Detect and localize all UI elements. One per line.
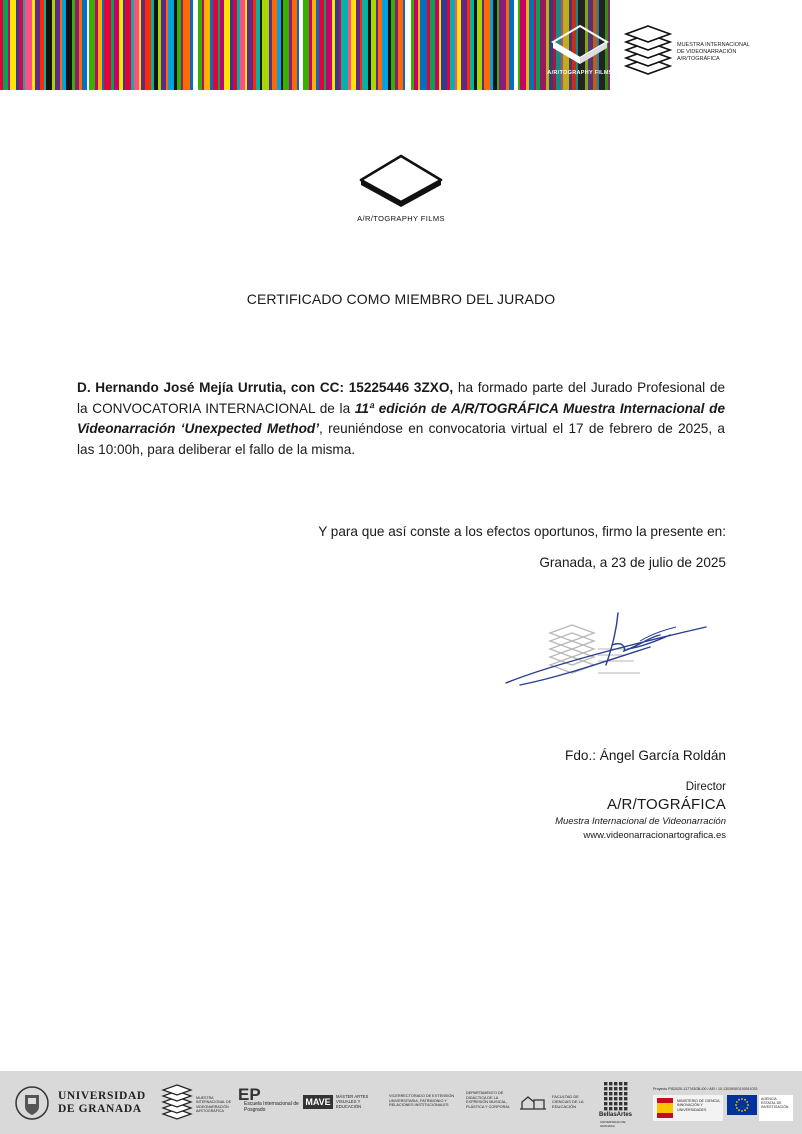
eu-star <box>736 1107 738 1109</box>
rainbow-stripe <box>388 0 391 90</box>
grid-dot <box>624 1082 627 1085</box>
rainbow-stripe <box>131 0 134 90</box>
director-organization: A/R/TOGRÁFICA <box>606 796 726 813</box>
recipient-name: D. Hernando José Mejía Urrutia, con CC: 15225446 3ZXO, <box>77 380 454 395</box>
rainbow-stripe <box>281 0 283 90</box>
rainbow-stripe <box>326 0 332 90</box>
rainbow-stripe <box>104 0 111 90</box>
rainbow-stripe <box>3 0 8 90</box>
rainbow-stripe <box>497 0 499 90</box>
rainbow-stripe <box>98 0 102 90</box>
films-logo-label: A/R/TOGRAPHY FILMS <box>547 70 613 76</box>
rainbow-stripe <box>40 0 44 90</box>
grid-dot <box>609 1082 612 1085</box>
closing-statement: Y para que así conste a los efectos oportunos, firmo la presente en: <box>318 524 726 539</box>
rainbow-stripe <box>427 0 430 90</box>
rainbow-stripe <box>224 0 230 90</box>
eu-star <box>747 1104 749 1106</box>
eu-star <box>736 1101 738 1103</box>
grid-dot <box>624 1092 627 1095</box>
rainbow-stripe <box>166 0 168 90</box>
vicerrectorado-text: VICERRECTORADO DE EXTENSIÓN UNIVERSITARIA, PATRIMONIO Y RELACIONES INSTITUCIONALES <box>389 1094 455 1108</box>
rainbow-stripe <box>46 0 52 90</box>
bellas-artes-grid-icon <box>603 1081 629 1111</box>
faculty-text: FACULTAD DE CIENCIAS DE LA EDUCACIÓN <box>552 1094 584 1109</box>
grid-dot <box>604 1092 607 1095</box>
rainbow-stripe <box>174 0 177 90</box>
spain-ministry-logo <box>653 1095 723 1121</box>
rainbow-stripe <box>230 0 233 90</box>
rainbow-stripe <box>23 0 25 90</box>
footer-stack-text: MUESTRA INTERNACIONAL DE VIDEONARRACIÓN A/R/TOGRÁFICA <box>196 1096 232 1114</box>
rainbow-stripe <box>474 0 477 90</box>
rainbow-stripe <box>312 0 316 90</box>
rainbow-stripe <box>102 0 104 90</box>
place-and-date: Granada, a 23 de julio de 2025 <box>539 555 726 570</box>
rainbow-stripe <box>297 0 299 90</box>
bellas-artes-name: BellasArtes <box>599 1112 633 1118</box>
rainbow-stripe <box>477 0 482 90</box>
rainbow-stripe <box>52 0 55 90</box>
grid-dot <box>614 1092 617 1095</box>
rainbow-stripe <box>455 0 457 90</box>
ugr-crest-icon <box>14 1085 50 1121</box>
rainbow-stripe <box>534 0 536 90</box>
rainbow-stripe <box>161 0 166 90</box>
grid-dot <box>604 1107 607 1110</box>
director-role: Director <box>685 781 726 793</box>
spain-flag-icon <box>655 1095 677 1121</box>
agency-logo: AGENCIA ESTATAL DE INVESTIGACIÓN <box>759 1095 793 1121</box>
rainbow-stripe <box>529 0 534 90</box>
rainbow-stripe <box>277 0 281 90</box>
rainbow-stripe <box>193 0 198 90</box>
rainbow-stripe <box>210 0 213 90</box>
rainbow-stripe <box>303 0 309 90</box>
grid-dot <box>624 1102 627 1105</box>
ep-logo-icon: EP <box>238 1085 261 1104</box>
eu-flag-icon <box>727 1095 757 1121</box>
sponsor-footer <box>0 1071 802 1134</box>
rainbow-stripe <box>435 0 439 90</box>
rainbow-stripe <box>348 0 351 90</box>
rainbow-stripe <box>484 0 490 90</box>
rainbow-stripe <box>514 0 518 90</box>
ugr-name-line: UNIVERSIDAD <box>58 1090 146 1102</box>
rainbow-stripe <box>316 0 319 90</box>
rainbow-stripe <box>260 0 262 90</box>
project-reference: Proyecto PID2020-117743GB-I00 / AEI / 10.13039/501100011033 <box>653 1087 758 1091</box>
grid-dot <box>609 1087 612 1090</box>
grid-dot <box>609 1092 612 1095</box>
grid-dot <box>609 1097 612 1100</box>
eu-star <box>738 1109 740 1111</box>
grid-dot <box>604 1102 607 1105</box>
grid-dot <box>624 1097 627 1100</box>
rainbow-stripe <box>376 0 378 90</box>
rainbow-stripe <box>60 0 62 90</box>
rainbow-stripe <box>405 0 411 90</box>
rainbow-stripe <box>0 0 3 90</box>
rainbow-stripe <box>283 0 289 90</box>
rainbow-stripe <box>253 0 256 90</box>
rainbow-stripe <box>499 0 506 90</box>
body-text-part: ha formado parte del Jurado Profesional de la CONVOCATORIA INTERNACIONAL de la <box>77 380 726 416</box>
director-event: Muestra Internacional de Videonarración <box>555 816 726 827</box>
certificate-body <box>77 378 725 460</box>
rainbow-stripe <box>204 0 210 90</box>
rainbow-stripe <box>82 0 87 90</box>
rainbow-stripe <box>299 0 303 90</box>
rainbow-stripe <box>154 0 158 90</box>
grid-dot <box>604 1097 607 1100</box>
rainbow-stripe <box>190 0 193 90</box>
rainbow-stripe <box>324 0 326 90</box>
rainbow-stripe <box>75 0 79 90</box>
rainbow-stripe <box>72 0 75 90</box>
rainbow-stripe <box>439 0 441 90</box>
rainbow-stripe <box>16 0 19 90</box>
rainbow-stripe <box>430 0 435 90</box>
rainbow-stripe <box>398 0 403 90</box>
spain-ministry-text: MINISTERIO DE CIENCIA, INNOVACIÓN Y UNIVERSIDADES <box>677 1099 721 1112</box>
rainbow-stripe <box>95 0 98 90</box>
rainbow-stripe <box>119 0 123 90</box>
grid-dot <box>619 1082 622 1085</box>
rainbow-stripe <box>145 0 151 90</box>
eu-star <box>744 1109 746 1111</box>
rainbow-stripe <box>141 0 145 90</box>
rainbow-stripe <box>35 0 40 90</box>
event-logo-text <box>677 42 797 63</box>
rainbow-stripe <box>269 0 272 90</box>
rainbow-stripe <box>123 0 125 90</box>
rainbow-stripe <box>87 0 89 90</box>
header-band <box>0 0 802 90</box>
rainbow-stripe <box>482 0 484 90</box>
event-logo-line: DE VIDEONARRACIÓN <box>677 49 737 55</box>
grid-dot <box>604 1082 607 1085</box>
rainbow-stripe <box>382 0 388 90</box>
rainbow-stripe <box>247 0 253 90</box>
rainbow-stripe <box>202 0 204 90</box>
ep-text: Escuela Internacional de Posgrado <box>244 1101 299 1113</box>
rainbow-stripe <box>256 0 260 90</box>
grid-dot <box>614 1082 617 1085</box>
rainbow-stripe <box>44 0 46 90</box>
eu-star <box>746 1107 748 1109</box>
rainbow-stripe <box>450 0 455 90</box>
eu-star <box>746 1101 748 1103</box>
rainbow-stripe <box>490 0 493 90</box>
eu-star <box>738 1099 740 1101</box>
rainbow-stripe <box>66 0 72 90</box>
rainbow-stripe <box>10 0 16 90</box>
edition-name: 11ª edición de A/R/TOGRÁFICA Muestra Internacional de Videonarración ‘Unexpected Method’ <box>77 400 726 437</box>
rainbow-stripe <box>351 0 356 90</box>
rainbow-stripe <box>341 0 348 90</box>
rainbow-stripe <box>292 0 297 90</box>
rainbow-stripe <box>518 0 520 90</box>
rainbow-stripe <box>114 0 119 90</box>
rainbow-stripe <box>125 0 131 90</box>
bellas-artes-sub: UNIVERSIDAD DE GRANADA <box>600 1120 626 1128</box>
rainbow-stripe <box>319 0 324 90</box>
certificate-title: CERTIFICADO COMO MIEMBRO DEL JURADO <box>246 291 556 307</box>
grid-dot <box>619 1092 622 1095</box>
event-logo-line: A/R/TOGRÁFICA <box>677 56 720 62</box>
rainbow-stripe <box>536 0 540 90</box>
rainbow-stripe <box>237 0 240 90</box>
rainbow-stripe <box>309 0 312 90</box>
rainbow-stripe <box>151 0 154 90</box>
rainbow-stripe <box>447 0 450 90</box>
eu-star <box>741 1098 743 1100</box>
rainbow-stripe <box>420 0 427 90</box>
rainbow-stripe <box>139 0 141 90</box>
grid-dot <box>624 1107 627 1110</box>
artography-films-logo-icon <box>355 152 447 208</box>
grid-dot <box>624 1087 627 1090</box>
rainbow-stripe <box>441 0 447 90</box>
grid-dot <box>614 1107 617 1110</box>
rainbow-stripe <box>134 0 139 90</box>
rainbow-stripe <box>526 0 529 90</box>
rainbow-stripe <box>262 0 269 90</box>
grid-dot <box>619 1087 622 1090</box>
rainbow-stripe <box>414 0 418 90</box>
rainbow-stripe <box>213 0 218 90</box>
rainbow-stripe <box>198 0 202 90</box>
departamento-text: DEPARTAMENTO DE DIDÁCTICA DE LA EXPRESIÓN MUSICAL, PLÁSTICA Y CORPORAL <box>466 1091 510 1109</box>
rainbow-stripe <box>509 0 514 90</box>
rainbow-stripe <box>218 0 220 90</box>
rainbow-stripe <box>368 0 371 90</box>
mave-logo: MAVE <box>303 1095 333 1109</box>
rainbow-stripe <box>62 0 66 90</box>
signature-stamp <box>500 605 715 695</box>
rainbow-stripe <box>220 0 224 90</box>
rainbow-stripe <box>233 0 237 90</box>
grid-dot <box>619 1107 622 1110</box>
rainbow-stripe <box>371 0 376 90</box>
rainbow-stripe <box>360 0 362 90</box>
rainbow-stripe <box>467 0 470 90</box>
rainbow-stripe <box>520 0 526 90</box>
center-logo-label: A/R/TOGRAPHY FILMS <box>357 214 445 223</box>
rainbow-stripe <box>183 0 190 90</box>
grid-dot <box>609 1107 612 1110</box>
ugr-name <box>58 1090 146 1116</box>
rainbow-stripe <box>470 0 474 90</box>
rainbow-stripes <box>0 0 610 90</box>
rainbow-stripe <box>411 0 414 90</box>
mave-text: MÁSTER ARTES VISUALES Y EDUCACIÓN <box>336 1094 369 1109</box>
rainbow-stripe <box>181 0 183 90</box>
eu-star <box>741 1110 743 1112</box>
rainbow-stripe <box>461 0 467 90</box>
rainbow-stripe <box>457 0 461 90</box>
rainbow-stripe <box>403 0 405 90</box>
rainbow-stripe <box>506 0 509 90</box>
rainbow-stripe <box>245 0 247 90</box>
rainbow-stripe <box>177 0 181 90</box>
event-logo-line: MUESTRA INTERNACIONAL <box>677 42 750 48</box>
rainbow-stripe <box>391 0 395 90</box>
grid-dot <box>619 1102 622 1105</box>
rainbow-stripe <box>89 0 95 90</box>
eu-star <box>735 1104 737 1106</box>
ugr-name-line: DE GRANADA <box>58 1103 142 1115</box>
rainbow-stripe <box>25 0 32 90</box>
rainbow-stripe <box>418 0 420 90</box>
rainbow-stripe <box>395 0 398 90</box>
rainbow-stripe <box>8 0 10 90</box>
rainbow-stripe <box>55 0 60 90</box>
rainbow-stripe <box>356 0 360 90</box>
director-website: www.videonarracionartografica.es <box>583 830 726 841</box>
grid-dot <box>614 1097 617 1100</box>
rainbow-stripe <box>19 0 23 90</box>
footer-stack-logo-icon <box>160 1083 194 1123</box>
rainbow-stripe <box>32 0 35 90</box>
signed-by: Fdo.: Ángel García Roldán <box>565 748 726 763</box>
rainbow-stripe <box>378 0 382 90</box>
rainbow-stripe <box>272 0 277 90</box>
rainbow-stripe <box>79 0 82 90</box>
rainbow-stripe <box>168 0 174 90</box>
eu-star <box>744 1099 746 1101</box>
grid-dot <box>614 1087 617 1090</box>
rainbow-stripe <box>111 0 114 90</box>
grid-dot <box>609 1102 612 1105</box>
rainbow-stripe <box>362 0 368 90</box>
rainbow-stripe <box>339 0 341 90</box>
faculty-building-icon <box>518 1095 548 1111</box>
body-text-part: , reuniéndose en convocatoria virtual el 17 de febrero de 2025, a las 10:00h, para deliberar el fallo de la misma. <box>77 421 725 457</box>
rainbow-stripe <box>240 0 245 90</box>
rainbow-stripe <box>335 0 339 90</box>
grid-dot <box>604 1087 607 1090</box>
grid-dot <box>614 1102 617 1105</box>
stack-logo-icon <box>622 20 674 80</box>
rainbow-stripe <box>332 0 335 90</box>
grid-dot <box>619 1097 622 1100</box>
rainbow-stripe <box>158 0 161 90</box>
rainbow-stripe <box>289 0 292 90</box>
rainbow-stripe <box>493 0 497 90</box>
